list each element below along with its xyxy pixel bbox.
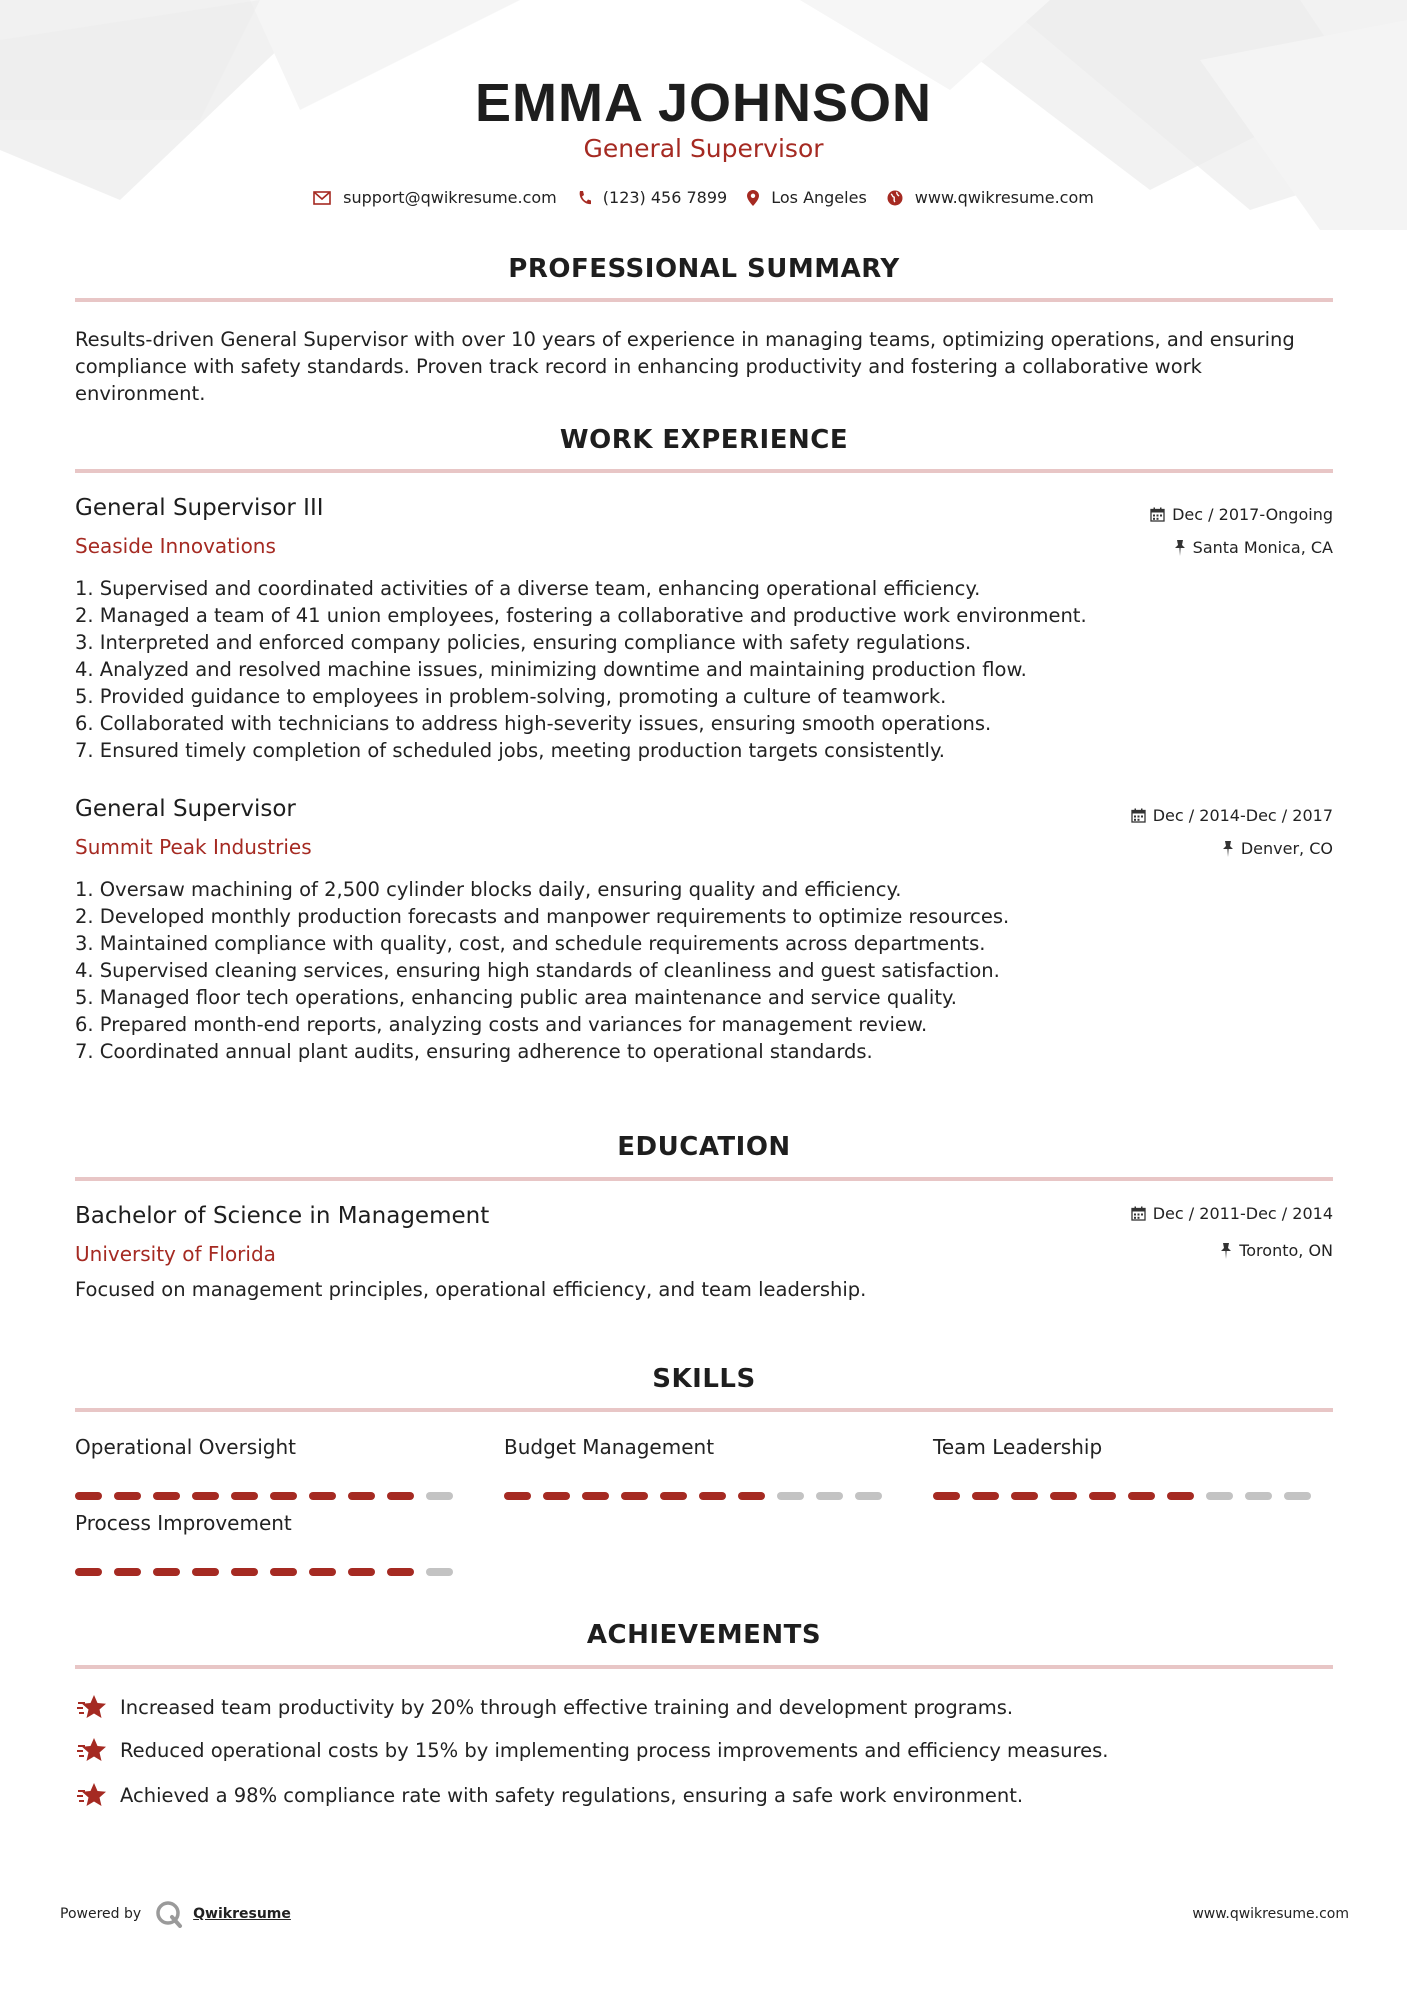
job-title: General Supervisor — [75, 796, 296, 822]
achievement-text: Reduced operational costs by 15% by implementing process improvements and efficiency measures. — [120, 1738, 1109, 1762]
job-company: Summit Peak Industries — [75, 835, 312, 859]
skill-dot-filled — [543, 1492, 570, 1500]
list-item: 3. Interpreted and enforced company policies, ensuring compliance with safety regulations. — [75, 631, 972, 654]
candidate-role: General Supervisor — [583, 134, 824, 163]
education-location-text: Toronto, ON — [1239, 1241, 1333, 1260]
list-item: 4. Supervised cleaning services, ensuring high standards of cleanliness and guest satisfaction. — [75, 959, 1000, 982]
contact-phone[interactable] — [577, 188, 727, 207]
skill-dot-filled — [1011, 1492, 1038, 1500]
skill-dot-filled — [348, 1492, 375, 1500]
skill-dot-empty — [426, 1568, 453, 1576]
skill-dot-empty — [426, 1492, 453, 1500]
skill-name: Team Leadership — [933, 1435, 1103, 1459]
skill-dot-filled — [75, 1492, 102, 1500]
skill-dot-filled — [192, 1492, 219, 1500]
star-icon — [75, 1694, 107, 1720]
skill-name: Operational Oversight — [75, 1435, 296, 1459]
list-item: 3. Maintained compliance with quality, cost, and schedule requirements across departments. — [75, 932, 986, 955]
job-location-text: Denver, CO — [1240, 839, 1333, 858]
skill-dot-filled — [114, 1568, 141, 1576]
skill-item — [933, 1435, 1333, 1500]
skill-dot-filled — [309, 1492, 336, 1500]
skill-dot-filled — [309, 1568, 336, 1576]
skill-dot-empty — [1206, 1492, 1233, 1500]
job-location-text: Santa Monica, CA — [1192, 538, 1333, 557]
contact-email-text: support@qwikresume.com — [343, 188, 557, 207]
skill-rating — [504, 1492, 904, 1500]
job-dates-text: Dec / 2014-Dec / 2017 — [1152, 806, 1333, 825]
skill-dot-filled — [660, 1492, 687, 1500]
education-school: University of Florida — [75, 1242, 276, 1266]
qwikresume-logo-icon — [155, 1900, 183, 1928]
skill-dot-empty — [777, 1492, 804, 1500]
skill-dot-filled — [621, 1492, 648, 1500]
skill-rating — [75, 1492, 475, 1500]
list-item: 2. Developed monthly production forecasts and manpower requirements to optimize resources. — [75, 905, 1010, 928]
section-divider — [75, 1177, 1333, 1181]
contact-website[interactable] — [887, 188, 1094, 207]
education-description: Focused on management principles, operational efficiency, and team leadership. — [75, 1278, 867, 1301]
section-divider — [75, 1665, 1333, 1669]
education-dates — [1131, 1204, 1333, 1223]
education-degree: Bachelor of Science in Management — [75, 1203, 490, 1229]
job-dates-text: Dec / 2017-Ongoing — [1172, 505, 1333, 524]
skill-dot-filled — [972, 1492, 999, 1500]
section-divider — [75, 298, 1333, 302]
job-location — [1222, 839, 1333, 858]
list-item: 5. Managed floor tech operations, enhancing public area maintenance and service quality. — [75, 986, 957, 1009]
envelope-icon — [313, 191, 331, 205]
powered-by-label: Powered by — [60, 1906, 142, 1922]
section-title-achievements: ACHIEVEMENTS — [586, 1620, 822, 1650]
list-item: 1. Oversaw machining of 2,500 cylinder blocks daily, ensuring quality and efficiency. — [75, 878, 902, 901]
star-icon — [75, 1737, 107, 1763]
education-location — [1220, 1241, 1333, 1260]
list-item: 1. Supervised and coordinated activities of a diverse team, enhancing operational efficiency. — [75, 577, 981, 600]
skill-dot-filled — [738, 1492, 765, 1500]
skill-dot-filled — [75, 1568, 102, 1576]
skill-rating — [933, 1492, 1333, 1500]
achievement-text: Achieved a 98% compliance rate with safety regulations, ensuring a safe work environment. — [120, 1783, 1024, 1807]
education-dates-text: Dec / 2011-Dec / 2014 — [1152, 1204, 1333, 1223]
skill-item — [75, 1435, 475, 1500]
skill-dot-empty — [1284, 1492, 1311, 1500]
skill-dot-filled — [699, 1492, 726, 1500]
skill-item — [504, 1435, 904, 1500]
skill-dot-filled — [387, 1568, 414, 1576]
contact-phone-text: (123) 456 7899 — [602, 188, 728, 207]
section-title-skills: SKILLS — [652, 1364, 756, 1394]
skill-dot-filled — [114, 1492, 141, 1500]
skill-dot-filled — [1089, 1492, 1116, 1500]
skill-dot-filled — [270, 1568, 297, 1576]
powered-by — [60, 1900, 291, 1928]
contact-email[interactable] — [313, 188, 557, 207]
calendar-icon — [1150, 507, 1165, 522]
list-item: 5. Provided guidance to employees in problem-solving, promoting a culture of teamwork. — [75, 685, 947, 708]
achievement-item — [75, 1782, 1023, 1808]
list-item: 6. Prepared month-end reports, analyzing costs and variances for management review. — [75, 1013, 928, 1036]
skill-item — [75, 1511, 475, 1576]
contact-website-text: www.qwikresume.com — [914, 188, 1094, 207]
list-item: 4. Analyzed and resolved machine issues, minimizing downtime and maintaining production flow. — [75, 658, 1027, 681]
section-title-experience: WORK EXPERIENCE — [559, 425, 849, 455]
skill-dot-filled — [582, 1492, 609, 1500]
achievement-text: Increased team productivity by 20% through effective training and development programs. — [120, 1695, 1014, 1719]
phone-icon — [577, 190, 591, 206]
pushpin-icon — [1222, 841, 1234, 857]
job-dates — [1131, 806, 1333, 825]
section-title-summary: PROFESSIONAL SUMMARY — [508, 254, 900, 284]
list-item: 7. Coordinated annual plant audits, ensuring adherence to operational standards. — [75, 1040, 873, 1063]
pushpin-icon — [1220, 1243, 1232, 1259]
skill-dot-filled — [504, 1492, 531, 1500]
skill-name: Process Improvement — [75, 1511, 292, 1535]
skill-dot-filled — [348, 1568, 375, 1576]
list-item: 2. Managed a team of 41 union employees, fostering a collaborative and productive work environment. — [75, 604, 1087, 627]
job-company: Seaside Innovations — [75, 534, 276, 558]
section-title-education: EDUCATION — [617, 1132, 791, 1162]
contact-bar — [0, 188, 1407, 207]
section-divider — [75, 1408, 1333, 1412]
skill-dot-filled — [387, 1492, 414, 1500]
job-title: General Supervisor III — [75, 495, 324, 521]
calendar-icon — [1131, 1206, 1146, 1221]
skill-dot-filled — [1128, 1492, 1155, 1500]
skill-dot-filled — [231, 1492, 258, 1500]
footer-website[interactable]: www.qwikresume.com — [1192, 1906, 1349, 1922]
summary-text: Results-driven General Supervisor with over 10 years of experience in managing teams, optimizing operations, and ensuring compliance with safety standards. Proven track record in enhancing productivity and fostering a collaborative work environment. — [75, 328, 1295, 405]
contact-location — [747, 188, 867, 207]
qwikresume-link[interactable]: Qwikresume — [193, 1906, 291, 1922]
skill-name: Budget Management — [504, 1435, 715, 1459]
skill-dot-filled — [231, 1568, 258, 1576]
job-dates — [1150, 505, 1333, 524]
star-icon — [75, 1782, 107, 1808]
skill-dot-filled — [933, 1492, 960, 1500]
job-duties — [75, 876, 1275, 1065]
achievement-item — [75, 1737, 1108, 1763]
skill-dot-filled — [153, 1568, 180, 1576]
skill-dot-filled — [192, 1568, 219, 1576]
skill-dot-filled — [153, 1492, 180, 1500]
job-location — [1174, 538, 1333, 557]
achievement-item — [75, 1694, 1013, 1720]
section-divider — [75, 469, 1333, 473]
calendar-icon — [1131, 808, 1146, 823]
skill-dot-filled — [1050, 1492, 1077, 1500]
skill-dot-empty — [1245, 1492, 1272, 1500]
contact-location-text: Los Angeles — [771, 188, 867, 207]
skill-dot-filled — [270, 1492, 297, 1500]
skill-dot-filled — [1167, 1492, 1194, 1500]
pushpin-icon — [1174, 540, 1186, 556]
list-item: 7. Ensured timely completion of scheduled jobs, meeting production targets consistently. — [75, 739, 945, 762]
globe-icon — [887, 190, 903, 206]
job-duties — [75, 575, 1275, 764]
skill-rating — [75, 1568, 475, 1576]
skill-dot-empty — [816, 1492, 843, 1500]
candidate-name: EMMA JOHNSON — [474, 73, 933, 133]
map-pin-icon — [747, 190, 759, 206]
list-item: 6. Collaborated with technicians to address high-severity issues, ensuring smooth operations. — [75, 712, 992, 735]
skill-dot-empty — [855, 1492, 882, 1500]
